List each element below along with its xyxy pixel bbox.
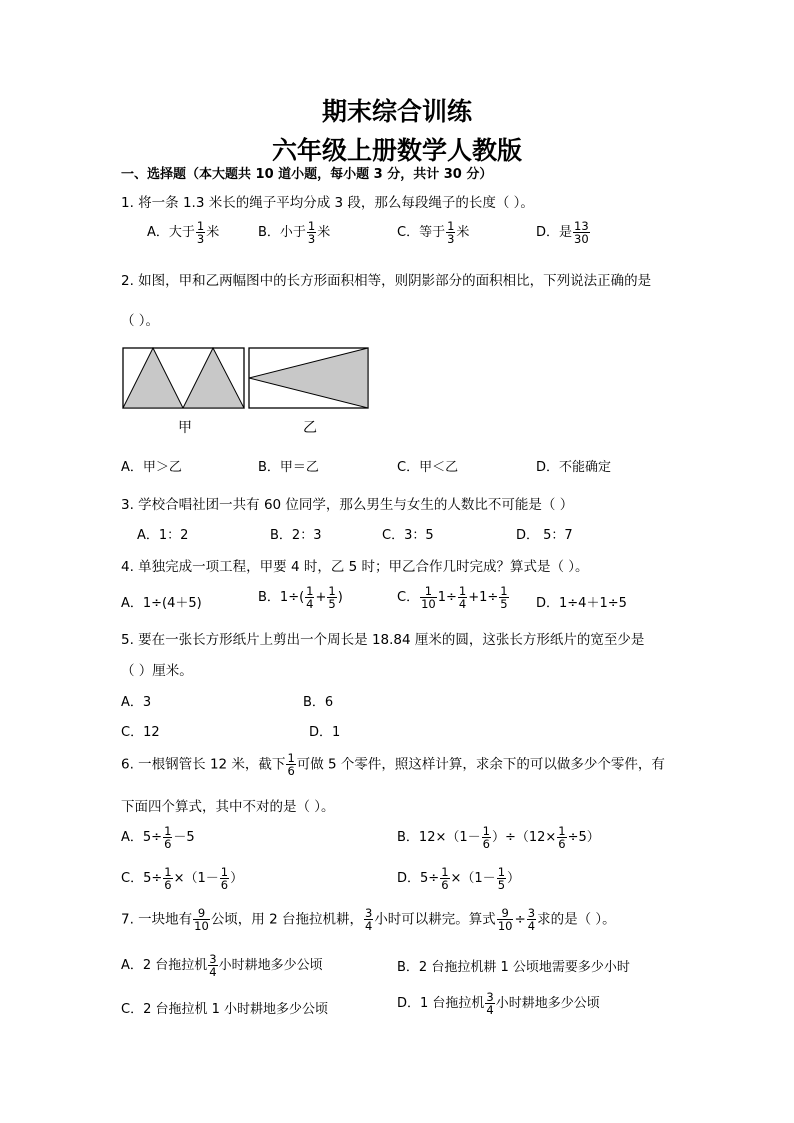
q6-option-d-label: D．5÷ [397, 871, 440, 887]
fraction-denominator: 5 [500, 597, 508, 612]
q4-option-b [258, 585, 343, 610]
fraction-denominator: 6 [482, 837, 490, 852]
fraction [440, 866, 449, 891]
question-7-text [121, 907, 616, 932]
q7-option-a-text: 小时耕地多少公顷 [218, 958, 323, 974]
q1-option-a [147, 220, 219, 245]
q6-option-c-label: C．5÷ [121, 871, 163, 887]
q1-option-c [397, 220, 469, 245]
fraction-denominator: 6 [164, 878, 172, 893]
fraction [307, 220, 316, 245]
figure-jia [123, 348, 244, 408]
fraction [458, 585, 467, 610]
fraction [305, 585, 314, 610]
fraction-numerator: 1 [447, 219, 455, 233]
q1-option-d [536, 220, 591, 245]
q7-text: 公顷，用 2 台拖拉机耕， [210, 911, 363, 928]
fraction-numerator: 1 [328, 584, 336, 598]
operator: ×（1－ [173, 871, 219, 887]
q1-option-c-label: C．等于 [397, 225, 446, 241]
q3-option-a: A．1：2 [137, 528, 189, 543]
operator: ÷5） [567, 830, 600, 846]
q6-option-a-label: A．5÷ [121, 830, 163, 846]
fraction-numerator: 1 [196, 219, 205, 233]
fraction-denominator: 6 [441, 878, 449, 893]
fraction [196, 220, 205, 245]
fraction-denominator: 4 [458, 597, 467, 612]
q4-option-c [397, 585, 510, 610]
q2-option-b: B．甲＝乙 [258, 460, 319, 475]
q7-text: 小时可以耕完。算式 [374, 911, 496, 928]
fraction-numerator: 1 [307, 219, 316, 233]
fraction [163, 825, 172, 850]
unit: 米 [317, 225, 331, 241]
question-2-text: 2. 如图，甲和乙两幅图中的长方形面积相等，则阴影部分的面积相比，下列说法正确的是 [121, 273, 652, 289]
unit: 米 [456, 225, 470, 241]
operator: +1÷ [468, 590, 499, 606]
q5-option-d: D．1 [309, 725, 341, 740]
fraction-denominator: 4 [209, 965, 217, 980]
fraction-denominator: 4 [364, 919, 373, 934]
fraction [208, 953, 217, 978]
fraction-denominator: 6 [220, 878, 229, 893]
q7-option-c: C．2 台拖拉机 1 小时耕地多少公顷 [121, 1002, 329, 1017]
question-1-text: 1. 将一条 1.3 米长的绳子平均分成 3 段，那么每段绳子的长度（ ）。 [121, 195, 534, 211]
fraction [497, 866, 506, 891]
q4-option-b-label: B．1÷( [258, 590, 305, 606]
fraction-denominator: 3 [196, 232, 205, 247]
q7-text: 7. 一块地有 [121, 911, 193, 928]
q2-figure [120, 345, 372, 411]
operator: + [315, 590, 327, 606]
fraction-numerator: 9 [197, 906, 206, 920]
q7-option-d-text: 小时耕地多少公顷 [495, 996, 600, 1012]
fraction-denominator: 10 [497, 919, 513, 934]
fraction-numerator: 1 [164, 824, 172, 838]
fraction-denominator: 6 [558, 837, 566, 852]
fraction-numerator: 13 [574, 219, 589, 233]
fraction-numerator: 1 [306, 584, 314, 598]
q2-option-a: A．甲＞乙 [121, 460, 182, 475]
operator: ÷ [514, 911, 526, 928]
operator: －5 [173, 830, 195, 846]
fraction-numerator: 1 [482, 824, 490, 838]
fraction-numerator: 3 [486, 990, 494, 1004]
q7-option-a-label: A．2 台拖拉机 [121, 958, 208, 974]
q5-option-c: C．12 [121, 725, 160, 740]
q4-option-d: D．1÷4＋1÷5 [536, 596, 627, 611]
fraction-denominator: 10 [194, 919, 209, 934]
fraction-numerator: 3 [364, 906, 373, 920]
paren: ） [507, 871, 521, 887]
q7-text: 求的是（ ）。 [537, 911, 616, 928]
page-title: 期末综合训练 [321, 97, 472, 126]
question-5-blank: （ ）厘米。 [121, 663, 193, 679]
q2-option-c: C．甲＜乙 [397, 460, 459, 475]
fraction-numerator: 1 [287, 751, 295, 765]
operator: 1÷ [437, 590, 457, 606]
q5-option-b: B．6 [303, 695, 334, 710]
fraction-numerator: 1 [558, 824, 566, 838]
fraction [482, 825, 491, 850]
q7-option-d [397, 991, 600, 1016]
fraction-denominator: 4 [306, 597, 314, 612]
section-heading: 一、选择题（本大题共 10 道小题，每小题 3 分，共计 30 分） [121, 167, 493, 182]
q7-option-b: B．2 台拖拉机耕 1 公顷地需要多少小时 [397, 960, 630, 975]
q1-option-b [258, 220, 330, 245]
question-6-text [121, 752, 665, 777]
fraction [499, 585, 508, 610]
figure-label-yi: 乙 [303, 420, 317, 436]
q6-option-d [397, 866, 520, 891]
q2-option-d: D．不能确定 [536, 460, 612, 475]
fraction-numerator: 1 [500, 584, 508, 598]
question-5-text: 5. 要在一张长方形纸片上剪出一个周长是 18.84 厘米的圆，这张长方形纸片的宽至少是 [121, 632, 645, 648]
q4-option-a: A．1÷(4＋5) [121, 596, 202, 611]
question-4-text: 4. 单独完成一项工程，甲要 4 时，乙 5 时；甲乙合作几时完成？算式是（ ）。 [121, 559, 589, 575]
fraction [420, 585, 437, 610]
fraction-numerator: 9 [501, 906, 509, 920]
q6-option-c [121, 866, 243, 891]
question-3-text: 3. 学校合唱社团一共有 60 位同学，那么男生与女生的人数比不可能是（ ） [121, 497, 574, 513]
operator: ）÷（12× [491, 830, 557, 846]
fraction [573, 220, 590, 245]
fraction-numerator: 1 [458, 584, 467, 598]
fraction-numerator: 3 [527, 906, 536, 920]
fraction-numerator: 1 [164, 865, 172, 879]
q4-option-c-label: C． [397, 590, 420, 606]
q3-option-c: C．3：5 [382, 528, 434, 543]
fraction-numerator: 1 [220, 865, 229, 879]
q5-option-a: A．3 [121, 695, 152, 710]
fraction [364, 907, 373, 932]
fraction [446, 220, 455, 245]
fraction-denominator: 4 [486, 1003, 494, 1018]
fraction-numerator: 1 [424, 584, 433, 598]
fraction-denominator: 10 [421, 597, 436, 612]
q6-option-b [397, 825, 600, 850]
q3-option-d: D． 5：7 [516, 528, 573, 543]
fraction [286, 752, 295, 777]
q6-text-start: 6. 一根钢管长 12 米，截下 [121, 756, 286, 773]
fraction [557, 825, 566, 850]
q6-option-a [121, 825, 195, 850]
fraction-denominator: 3 [307, 232, 316, 247]
page-subtitle: 六年级上册数学人教版 [271, 136, 522, 165]
fraction-numerator: 3 [209, 952, 217, 966]
unit: 米 [206, 225, 220, 241]
figure-yi [249, 348, 368, 408]
fraction-denominator: 30 [574, 232, 589, 247]
q1-option-a-label: A．大于 [147, 225, 195, 241]
fraction [220, 866, 229, 891]
fraction [163, 866, 172, 891]
fraction-denominator: 5 [328, 597, 336, 612]
fraction-denominator: 6 [164, 837, 172, 852]
fraction [497, 907, 514, 932]
question-6-blank: 下面四个算式，其中不对的是（ ）。 [121, 799, 335, 815]
paren: ) [337, 590, 343, 606]
question-2-blank: （ ）。 [121, 313, 160, 329]
fraction-numerator: 1 [441, 865, 449, 879]
q7-option-d-label: D．1 台拖拉机 [397, 996, 485, 1012]
q3-option-b: B．2：3 [270, 528, 322, 543]
q1-option-d-label: D．是 [536, 225, 573, 241]
fraction-numerator: 1 [497, 865, 506, 879]
fraction [193, 907, 210, 932]
operator: ×（1－ [450, 871, 496, 887]
fraction [327, 585, 336, 610]
q6-text-end: 可做 5 个零件，照这样计算，求余下的可以做多少个零件，有 [296, 756, 665, 773]
fraction-denominator: 6 [287, 764, 295, 779]
fraction [485, 991, 494, 1016]
q6-option-b-label: B．12×（1－ [397, 830, 481, 846]
q1-option-b-label: B．小于 [258, 225, 306, 241]
fraction-denominator: 4 [527, 919, 536, 934]
figure-label-jia: 甲 [178, 420, 192, 436]
fraction-denominator: 5 [497, 878, 506, 893]
fraction [527, 907, 536, 932]
q7-option-a [121, 953, 323, 978]
paren: ） [230, 871, 244, 887]
fraction-denominator: 3 [447, 232, 455, 247]
